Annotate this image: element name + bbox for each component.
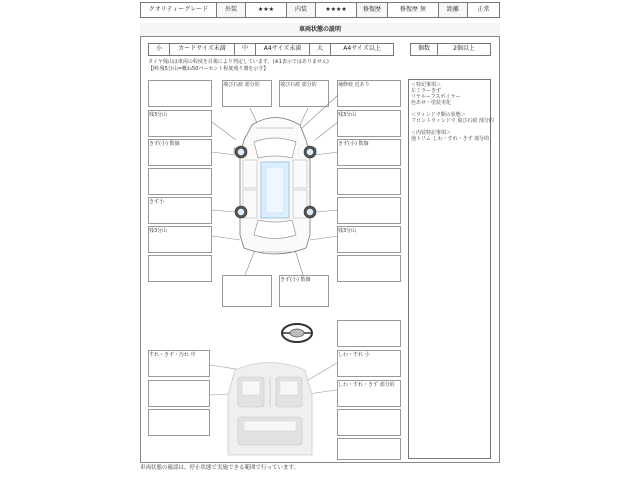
note-label: 残3分山 — [149, 228, 168, 234]
size-large-desc: A4サイズ以上 — [343, 45, 381, 52]
tire-example: 【例:残5分山=概ね50パーセント程度残り溝を示す】 — [148, 66, 269, 72]
size-small-label: 小 — [155, 45, 162, 52]
note-label: 残3分山 — [338, 112, 357, 118]
section-title: 車両状態の説明 — [298, 26, 341, 33]
size-small-desc: カードサイズ未満 — [178, 45, 226, 52]
interior-note-label: しわ・すれ・きず 部分的 — [338, 382, 395, 388]
exterior-label: 外装 — [224, 6, 237, 13]
note-label: 残3分山 — [149, 112, 168, 118]
window-notes-header: ＜ウィンドウ類の状態＞ — [411, 112, 466, 118]
interior-label: 内装 — [294, 6, 307, 13]
car-top-view-diagram — [140, 70, 410, 310]
special-note-line: リヤルーフスポイラー — [411, 94, 461, 100]
odometer-value: 正常 — [477, 6, 490, 13]
car-interior-diagram — [200, 355, 340, 463]
note-box — [337, 320, 401, 347]
exterior-stars: ★★★ — [257, 6, 275, 13]
note-box — [337, 438, 401, 460]
repair-label: 修復歴 — [362, 6, 381, 13]
special-note-line: 左ミラーきず — [411, 88, 442, 94]
odometer-label: 距離 — [446, 6, 459, 13]
footer-note: 車両状態の確認は、停止状態で実施できる範囲で行っています。 — [140, 465, 300, 471]
note-label: 補修痕 近あり — [338, 82, 370, 88]
special-notes-header: ＜特記事項＞ — [411, 82, 442, 88]
note-box — [337, 409, 401, 436]
note-label: きず(小) 数個 — [280, 277, 311, 283]
interior-notes-header: ＜内装特記事項＞ — [411, 130, 452, 136]
note-label: 飛び石痕 部分的 — [223, 82, 260, 88]
interior-note-label: すれ・きず・汚れ 中 — [149, 352, 196, 358]
count-desc: 2個以上 — [453, 45, 475, 52]
tire-note: タイヤ残山は車両の程度を目視により判定しています。(※1表示ではありません) — [148, 59, 329, 65]
quality-grade-label: クオリティーグレード — [148, 6, 209, 13]
note-label: きず(小) 数個 — [149, 141, 180, 147]
interior-note-line: 他トリム しわ・すれ・きず 部分的 — [411, 136, 490, 142]
interior-note-label: しわ・すれ 小 — [338, 352, 370, 358]
window-note-line: フロントウィンドウ 飛び石痕 部分的 — [411, 118, 494, 124]
note-label: きず小 — [149, 199, 165, 205]
repair-value: 修復歴 無 — [400, 6, 426, 13]
size-medium-desc: A4サイズ未満 — [263, 45, 302, 52]
count-label: 個数 — [417, 45, 430, 52]
interior-stars: ★★★★ — [325, 6, 347, 13]
note-label: 残3分山 — [338, 228, 357, 234]
special-note-line: 色あせ・塗装劣化 — [411, 100, 452, 106]
special-notes-content — [411, 82, 494, 142]
note-label: きず(小) 数個 — [338, 141, 369, 147]
size-medium-label: 中 — [241, 45, 248, 52]
note-label: 飛び石痕 部分的 — [280, 82, 317, 88]
steering-wheel-icon — [280, 322, 314, 344]
size-large-label: 大 — [316, 45, 323, 52]
